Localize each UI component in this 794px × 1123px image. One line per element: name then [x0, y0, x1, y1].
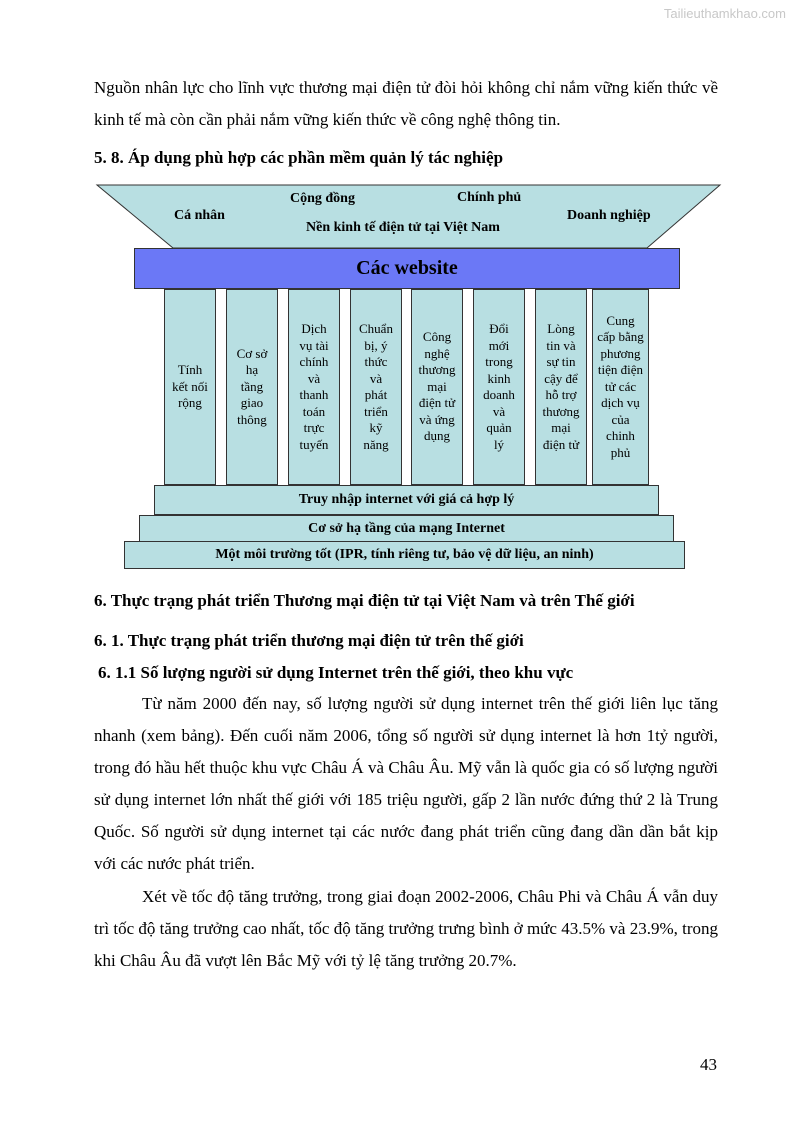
pillar: Đổi mới trong kinh doanh và quản lý: [473, 289, 525, 485]
base-bar-3: Một môi trường tốt (IPR, tính riêng tư, bảo vệ dữ liệu, an ninh): [124, 541, 685, 569]
label-chinh-phu: Chính phủ: [457, 190, 522, 205]
paragraph-2: Xét về tốc độ tăng trưởng, trong giai đoạn 2002-2006, Châu Phi và Châu Á vẫn duy trì tốc độ tăng trưởng cao nhất, tốc độ tăng trưởng trưng bình ở mức 43.5% và 23.9%, trong khi Châu Âu đã vượt lên Bắc Mỹ với tỷ lệ tăng trưởng 20.7%.: [94, 887, 718, 970]
base-bar-1: Truy nhập internet với giá cả hợp lý: [154, 485, 659, 515]
section-heading-6-1: 6. 1. Thực trạng phát triển thương mại điện tử trên thế giới: [94, 631, 524, 650]
pillar: Cơ sở hạ tầng giao thông: [226, 289, 278, 485]
pillar: Dịch vụ tài chính và thanh toán trực tuyến: [288, 289, 340, 485]
section-heading-5-8: 5. 8. Áp dụng phù hợp các phần mềm quản lý tác nghiệp: [94, 148, 504, 167]
label-doanh-nghiep: Doanh nghiệp: [567, 208, 651, 223]
pillar: Cung cấp bằng phương tiện điện tử các dịch vụ của chinh phủ: [592, 289, 649, 485]
pillar: Lòng tin và sự tin cậy để hỗ trợ thương mại điện tử: [535, 289, 587, 485]
label-nen-kinh-te: Nền kinh tế điện tử tại Việt Nam: [306, 220, 500, 235]
section-heading-6: 6. Thực trạng phát triển Thương mại điện tử tại Việt Nam và trên Thế giới: [94, 591, 635, 610]
intro-paragraph: Nguồn nhân lực cho lĩnh vực thương mại điện tử đòi hỏi không chỉ nắm vững kiến thức về kinh tế mà còn cần phải nắm vững kiến thức về công nghệ thông tin.: [94, 78, 718, 129]
pillar: Chuẩn bị, ý thức và phát triển kỹ năng: [350, 289, 402, 485]
watermark: Tailieuthamkhao.com: [663, 6, 786, 21]
paragraph-1: Từ năm 2000 đến nay, số lượng người sử dụng internet trên thế giới liên lục tăng nhanh (xem bảng). Đến cuối năm 2006, tổng số người sử dụng internet là hơn 1tỷ người, trong đó hầu hết thuộc khu vực Châu Á và Châu Âu. Mỹ vẫn là quốc gia có số lượng người sử dụng internet lớn nhất thế giới với 185 triệu người, gấp 2 lần nước đứng thứ 2 là Trung Quốc. Số người sử dụng internet tại các nước đang phát triển cũng đang dần dần bắt kịp với các nước phát triển.: [94, 694, 718, 873]
page-number: 43: [700, 1055, 717, 1074]
label-cong-dong: Cộng đồng: [290, 191, 355, 206]
base-bar-2: Cơ sở hạ tầng của mạng Internet: [139, 515, 674, 542]
pillar: Công nghệ thương mại điện tử và ứng dụng: [411, 289, 463, 485]
label-ca-nhan: Cá nhân: [174, 208, 225, 223]
section-heading-6-1-1: 6. 1.1 Số lượng người sử dụng Internet trên thế giới, theo khu vực: [98, 663, 574, 682]
websites-bar: Các website: [134, 248, 680, 289]
pillar: Tính kết nối rộng: [164, 289, 216, 485]
